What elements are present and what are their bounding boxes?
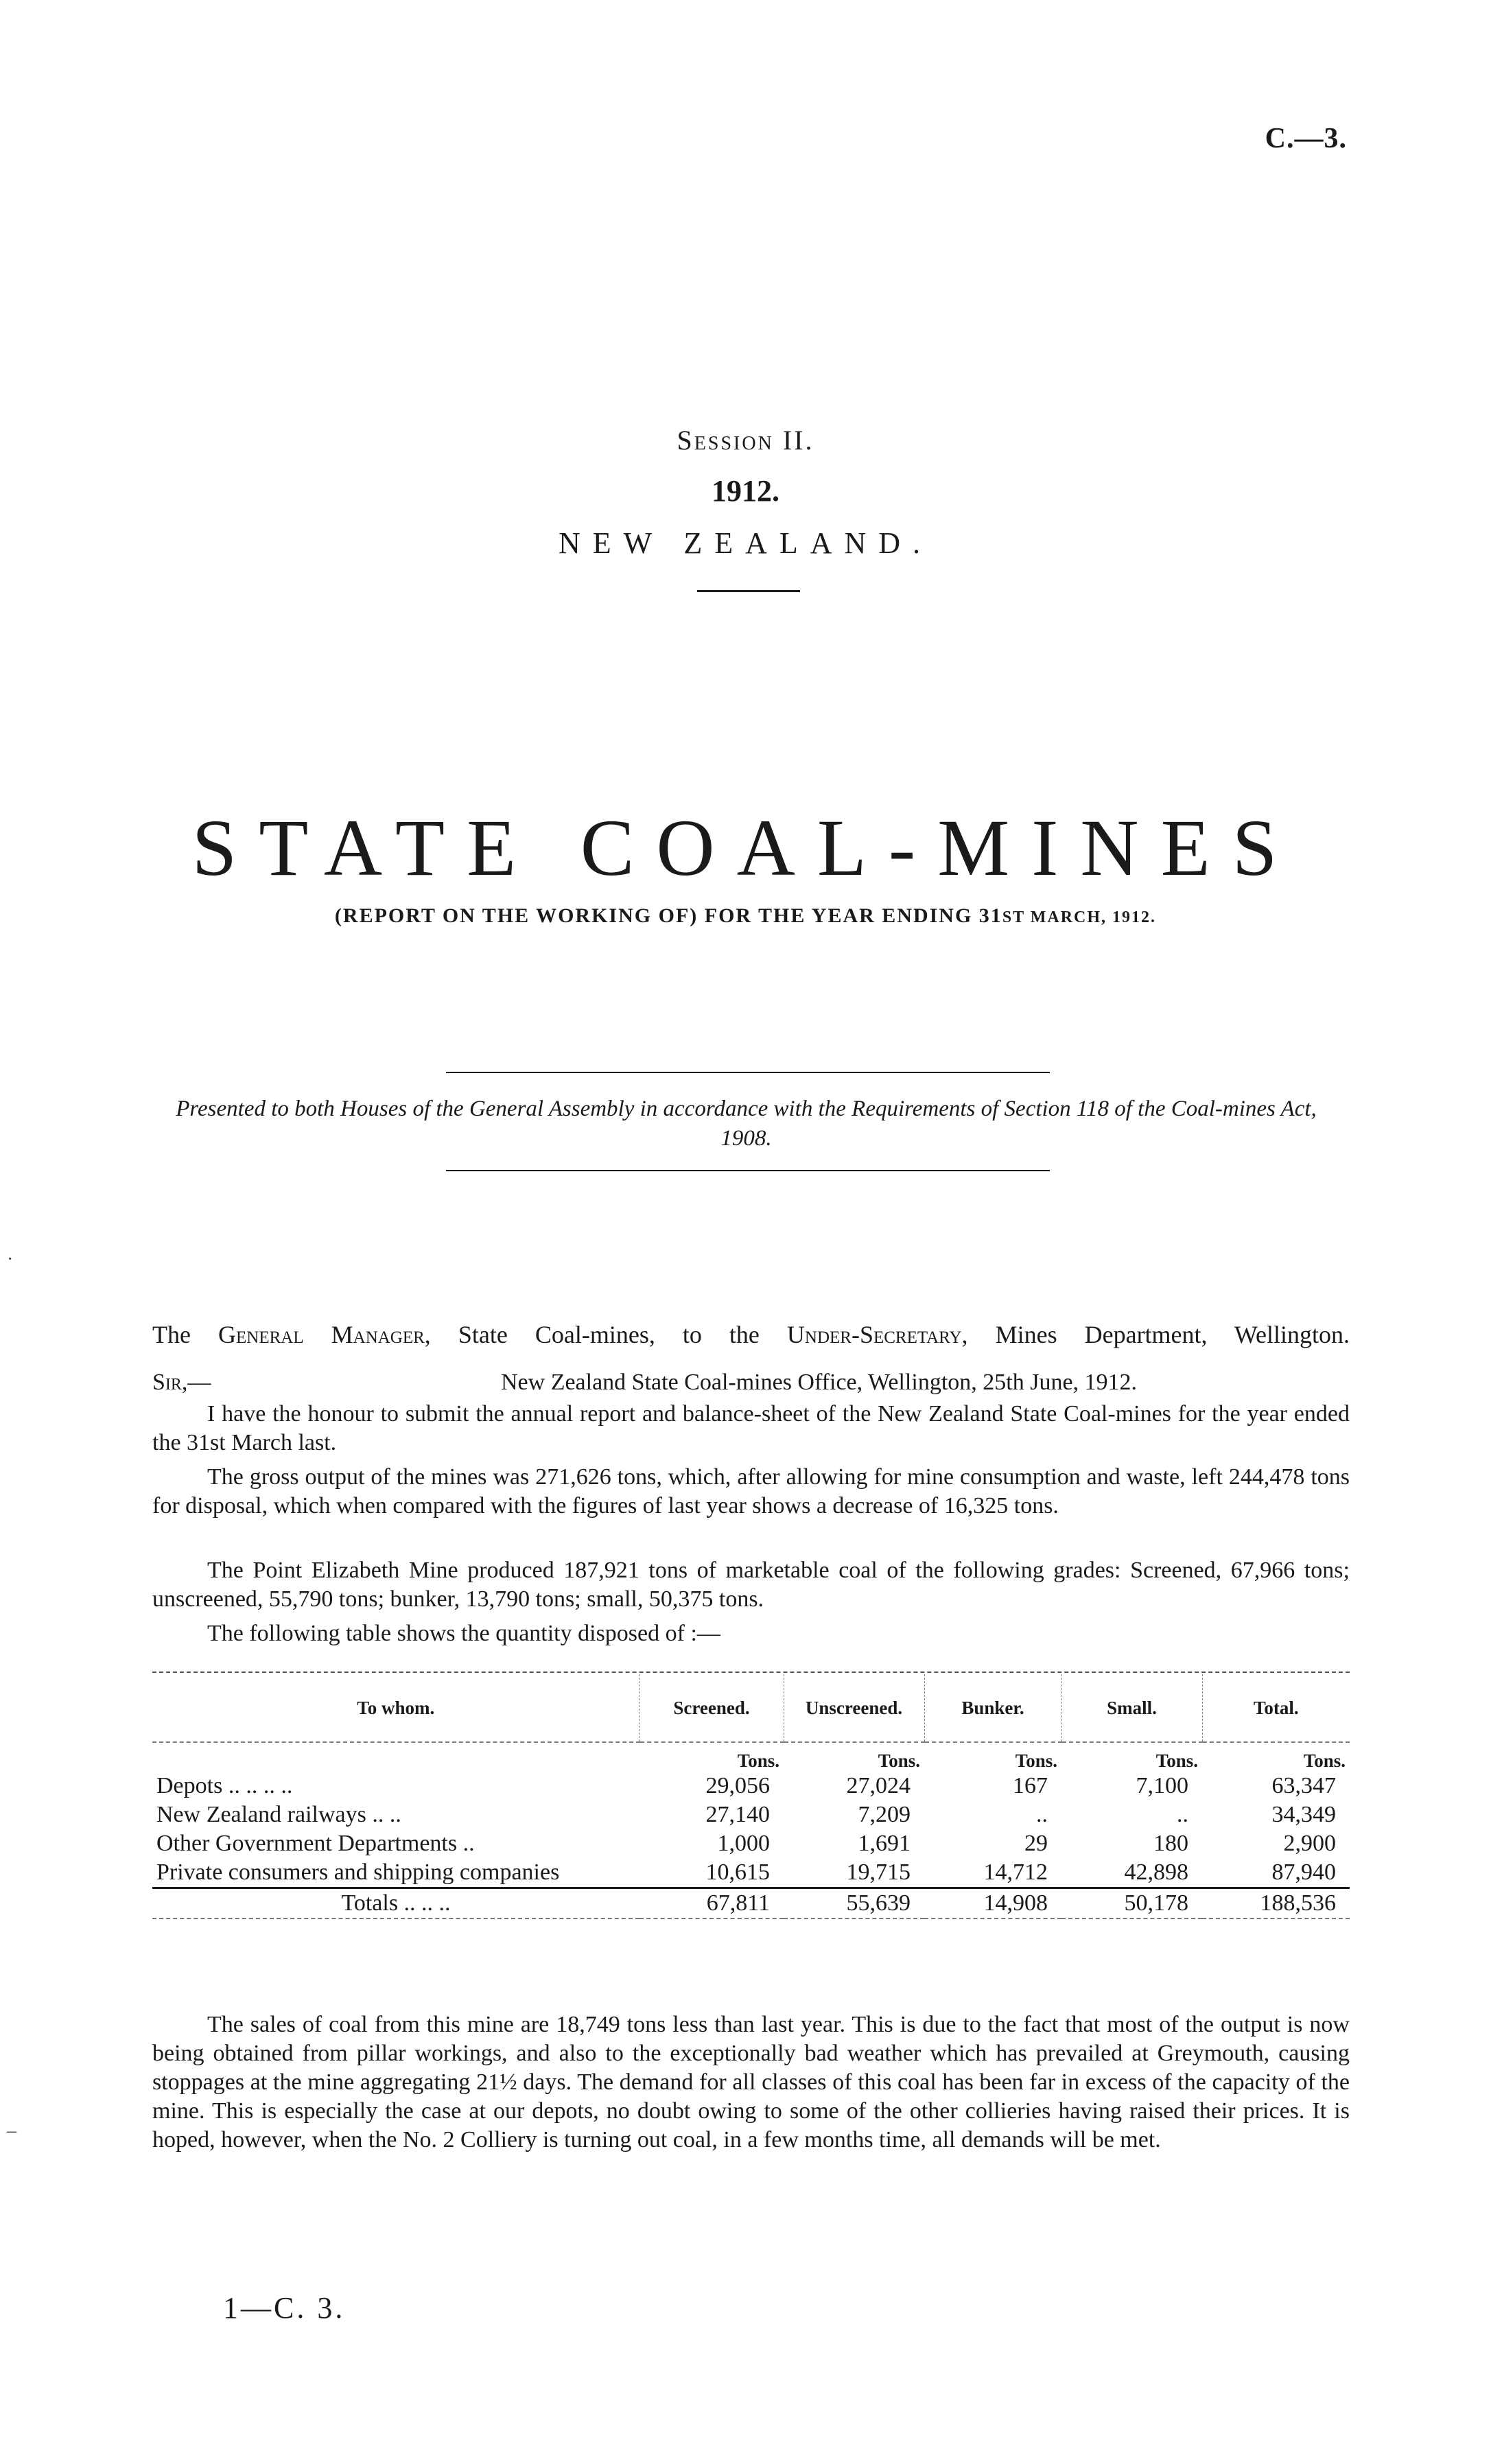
letter-heading [152,1320,1350,1349]
col-header-bunker: Bunker. [924,1674,1061,1742]
cell-small: 7,100 [1136,1773,1188,1798]
paragraph-output: The gross output of the mines was 271,626 tons, which, after allowing for mine consumption and waste, left 244,478 tons for disposal, which when compared with the figures of last year shows a decrease of 16,325 tons. [152,1464,1350,1518]
cell-small: 180 [1153,1831,1188,1856]
cell-bunker: .. [1036,1802,1048,1827]
heading-sender: General Manager, [218,1321,431,1348]
row-label [152,1800,639,1829]
col-header-small: Small. [1061,1674,1202,1742]
paragraph-intro: I have the honour to submit the annual report and balance-sheet of the New Zealand State Coal-mines for the year ended the 31st March last. [152,1401,1350,1455]
cell-unscreened: 1,691 [858,1831,911,1856]
country: NEW ZEALAND. [558,526,933,560]
page-reference: C.—3. [1265,123,1347,154]
heading-department: Mines Department, Wellington. [995,1321,1350,1348]
totals-row [152,1888,1350,1919]
heading-the: The [152,1321,191,1348]
total-screened: 67,811 [639,1888,784,1919]
total-grand: 188,536 [1202,1888,1350,1919]
unit-cell: Tons. [737,1750,779,1771]
cell-bunker: 29 [1024,1831,1048,1856]
cell-screened: 1,000 [717,1831,770,1856]
header-divider [697,590,800,592]
report-title: STATE COAL-MINES [191,803,1300,893]
paragraph-table-intro: The following table shows the quantity disposed of :— [207,1621,720,1646]
presented-bottom-rule [446,1170,1050,1171]
page-signature: 1—C. 3. [223,2291,346,2325]
table-row [152,1800,1350,1829]
row-name: Private consumers and shipping companies [156,1859,560,1885]
row-leader: .. .. .. .. [222,1773,293,1798]
subtitle-ordinal: ST [1002,908,1025,926]
row-name: Other Government Departments [156,1831,458,1856]
disposal-table [152,1674,1350,1919]
cell-total: 87,940 [1271,1859,1336,1885]
session-number: II. [782,425,814,456]
cell-total: 63,347 [1271,1773,1336,1798]
margin-mark: – [7,2120,16,2142]
total-small: 50,178 [1061,1888,1202,1919]
cell-bunker: 167 [1013,1773,1048,1798]
col-header-total: Total. [1202,1674,1350,1742]
unit-cell: Tons. [1155,1750,1198,1771]
row-leader: .. .. [366,1802,401,1827]
cell-total: 34,349 [1271,1802,1336,1827]
cell-screened: 27,140 [705,1802,770,1827]
unit-cell: Tons. [1303,1750,1346,1771]
cell-small: 42,898 [1124,1859,1188,1885]
unit-cell: Tons. [878,1750,920,1771]
table-row [152,1772,1350,1800]
col-header-screened: Screened. [639,1674,784,1742]
total-unscreened: 55,639 [784,1888,924,1919]
cell-screened: 29,056 [705,1773,770,1798]
paragraph-sales: The sales of coal from this mine are 18,749 tons less than last year. This is due to the fact that most of the output is now being obtained from pillar workings, and also to the exceptionally bad weather which has prevailed at Greymouth, causing stoppages at the mine aggregating 21½ days. The demand for all classes of this coal has been far in excess of the capacity of the mine. This is especially the case at our depots, no doubt owing to some of the other collieries having raised their prices. It is hoped, however, when the No. 2 Colliery is turning out coal, in a few months time, all demands will be met. [152,2012,1350,2152]
unit-cell [152,1742,639,1772]
report-subtitle [0,904,1491,928]
cell-unscreened: 19,715 [846,1859,911,1885]
office-date-line: New Zealand State Coal-mines Office, Wellington, 25th June, 1912. [501,1370,1138,1395]
total-bunker: 14,908 [924,1888,1061,1919]
units-row [152,1742,1350,1772]
row-name: Depots [156,1773,223,1798]
margin-mark: · [7,1249,14,1270]
table-row [152,1858,1350,1888]
cell-screened: 10,615 [705,1859,770,1885]
heading-mid: State Coal-mines, to the [458,1321,760,1348]
cell-bunker: 14,712 [983,1859,1048,1885]
paragraph-grades: The Point Elizabeth Mine produced 187,921 tons of marketable coal of the following grades: Screened, 67,966 tons; unscreened, 55,790 tons; bunker, 13,790 tons; small, 50,375 tons. [152,1558,1350,1612]
subtitle-text: (REPORT ON THE WORKING OF) FOR THE YEAR ENDING 31 [334,904,1002,927]
col-header-unscreened: Unscreened. [784,1674,924,1742]
row-label [152,1772,639,1800]
presented-top-rule [446,1072,1050,1073]
table-header-row [152,1674,1350,1742]
totals-label: Totals .. .. .. [152,1888,639,1919]
table-top-rule [152,1671,1350,1673]
col-header-to-whom: To whom. [152,1674,639,1742]
cell-total: 2,900 [1283,1831,1336,1856]
row-label [152,1829,639,1858]
unit-cell: Tons. [1015,1750,1057,1771]
cell-unscreened: 27,024 [846,1773,911,1798]
row-name: New Zealand railways [156,1802,366,1827]
cell-small: .. [1177,1802,1188,1827]
salutation: Sir,— [152,1370,211,1395]
cell-unscreened: 7,209 [858,1802,911,1827]
table-row [152,1829,1350,1858]
session-line [0,424,1491,456]
row-leader: .. [457,1831,475,1856]
row-label [152,1858,639,1888]
subtitle-date: MARCH, 1912. [1024,908,1157,926]
presented-note: Presented to both Houses of the General Assembly in accordance with the Requirements of Section 118 of the Coal-mines Act, 1908. [176,1096,1317,1151]
session-word: Session [677,425,774,456]
heading-recipient: Under-Secretary, [786,1321,968,1348]
year: 1912. [712,474,779,508]
